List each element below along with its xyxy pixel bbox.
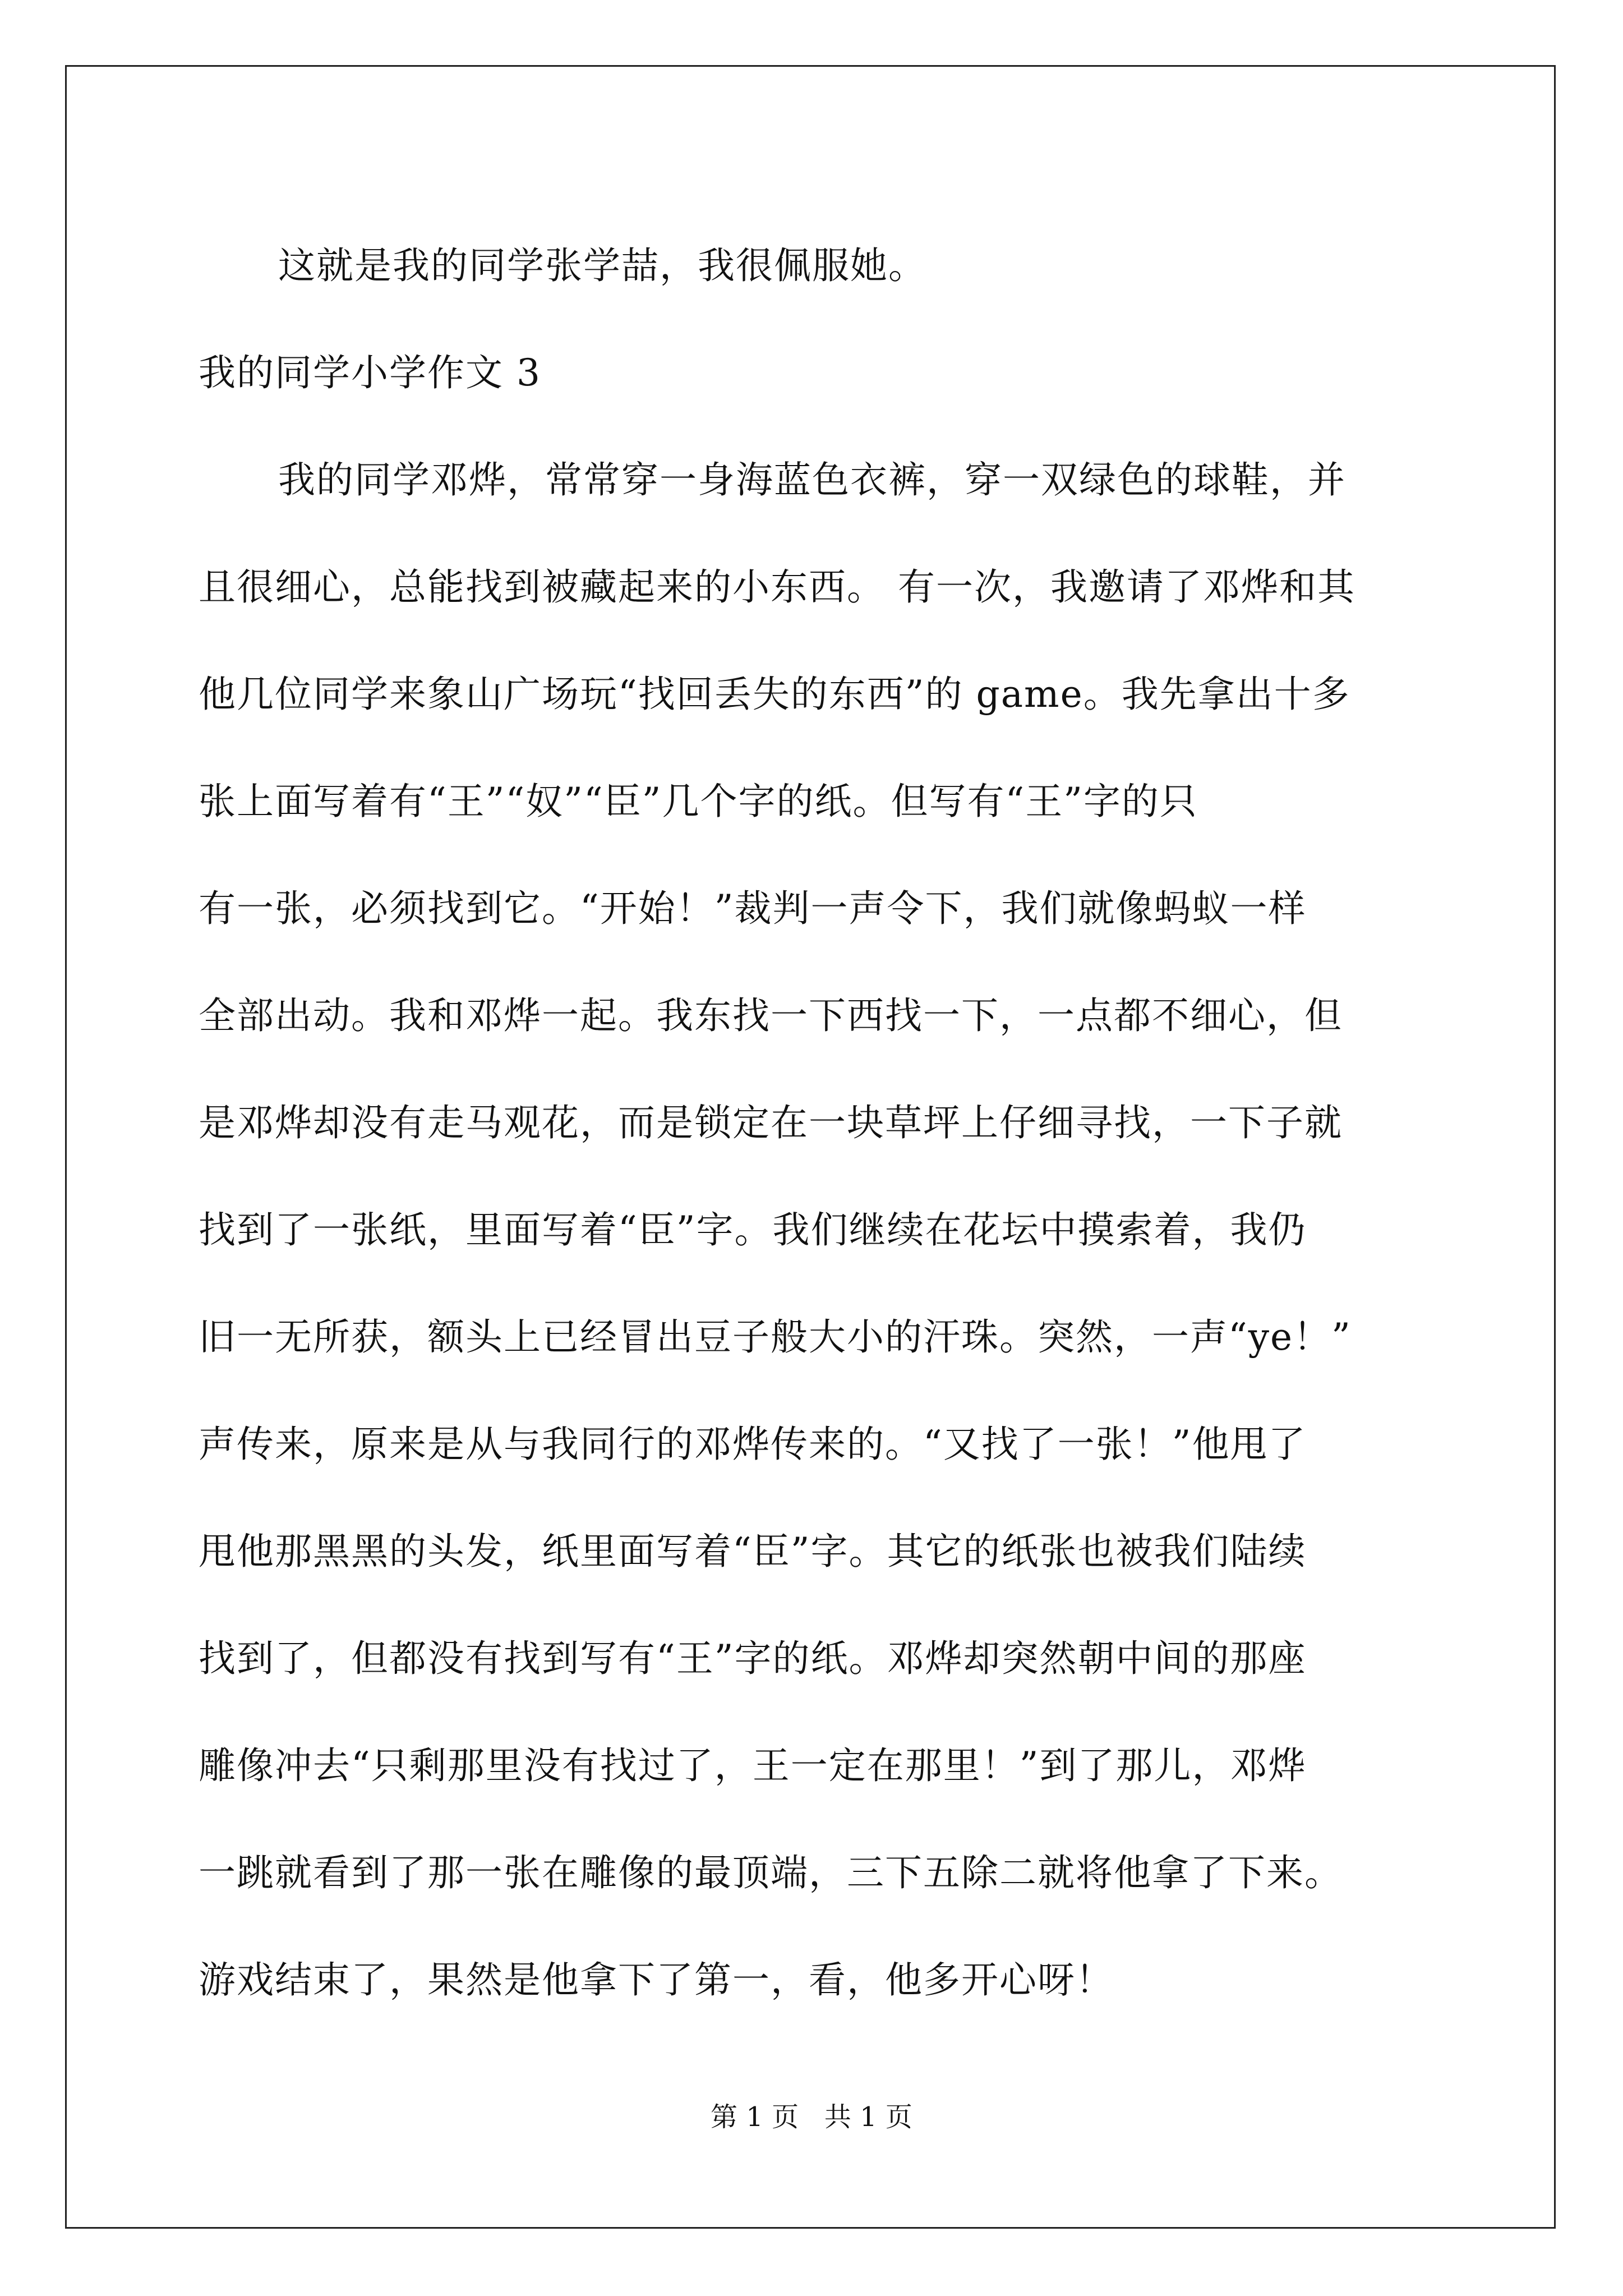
body-line: 游戏结束了，果然是他拿下了第一，看，他多开心呀！ bbox=[199, 1958, 1114, 2001]
body-line: 他几位同学来象山广场玩“找回丢失的东西”的 game。我先拿出十多 bbox=[199, 673, 1350, 716]
body-line: 有一张，必须找到它。“开始！”裁判一声令下，我们就像蚂蚁一样 bbox=[199, 887, 1307, 930]
document-body bbox=[199, 212, 1432, 2033]
body-line: 甩他那黑黑的头发，纸里面写着“臣”字。其它的纸张也被我们陆续 bbox=[199, 1530, 1307, 1573]
body-line: 旧一无所获，额头上已经冒出豆子般大小的汗珠。突然，一声“ye！” bbox=[199, 1315, 1352, 1359]
section-title: 我的同学小学作文 3 bbox=[199, 351, 541, 394]
body-line: 张上面写着有“王”“奴”“臣”几个字的纸。但写有“王”字的只 bbox=[199, 780, 1198, 823]
body-line: 声传来，原来是从与我同行的邓烨传来的。“又找了一张！”他甩了 bbox=[199, 1423, 1307, 1466]
page-footer: 第 1 页 共 1 页 bbox=[711, 2101, 912, 2133]
body-line: 且很细心，总能找到被藏起来的小东西。 有一次，我邀请了邓烨和其 bbox=[199, 565, 1355, 609]
closing-line: 这就是我的同学张学喆，我很佩服她。 bbox=[278, 244, 926, 287]
body-line: 一跳就看到了那一张在雕像的最顶端，三下五除二就将他拿了下来。 bbox=[199, 1851, 1343, 1894]
body-line: 找到了，但都没有找到写有“王”字的纸。邓烨却突然朝中间的那座 bbox=[199, 1637, 1307, 1680]
body-line: 雕像冲去“只剩那里没有找过了，王一定在那里！”到了那儿，邓烨 bbox=[199, 1744, 1307, 1787]
body-line: 找到了一张纸，里面写着“臣”字。我们继续在花坛中摸索着，我仍 bbox=[199, 1208, 1307, 1251]
body-line: 是邓烨却没有走马观花，而是锁定在一块草坪上仔细寻找，一下子就 bbox=[199, 1101, 1343, 1144]
body-line: 全部出动。我和邓烨一起。我东找一下西找一下，一点都不细心，但 bbox=[199, 994, 1343, 1037]
body-line: 我的同学邓烨，常常穿一身海蓝色衣裤，穿一双绿色的球鞋，并 bbox=[278, 458, 1346, 501]
